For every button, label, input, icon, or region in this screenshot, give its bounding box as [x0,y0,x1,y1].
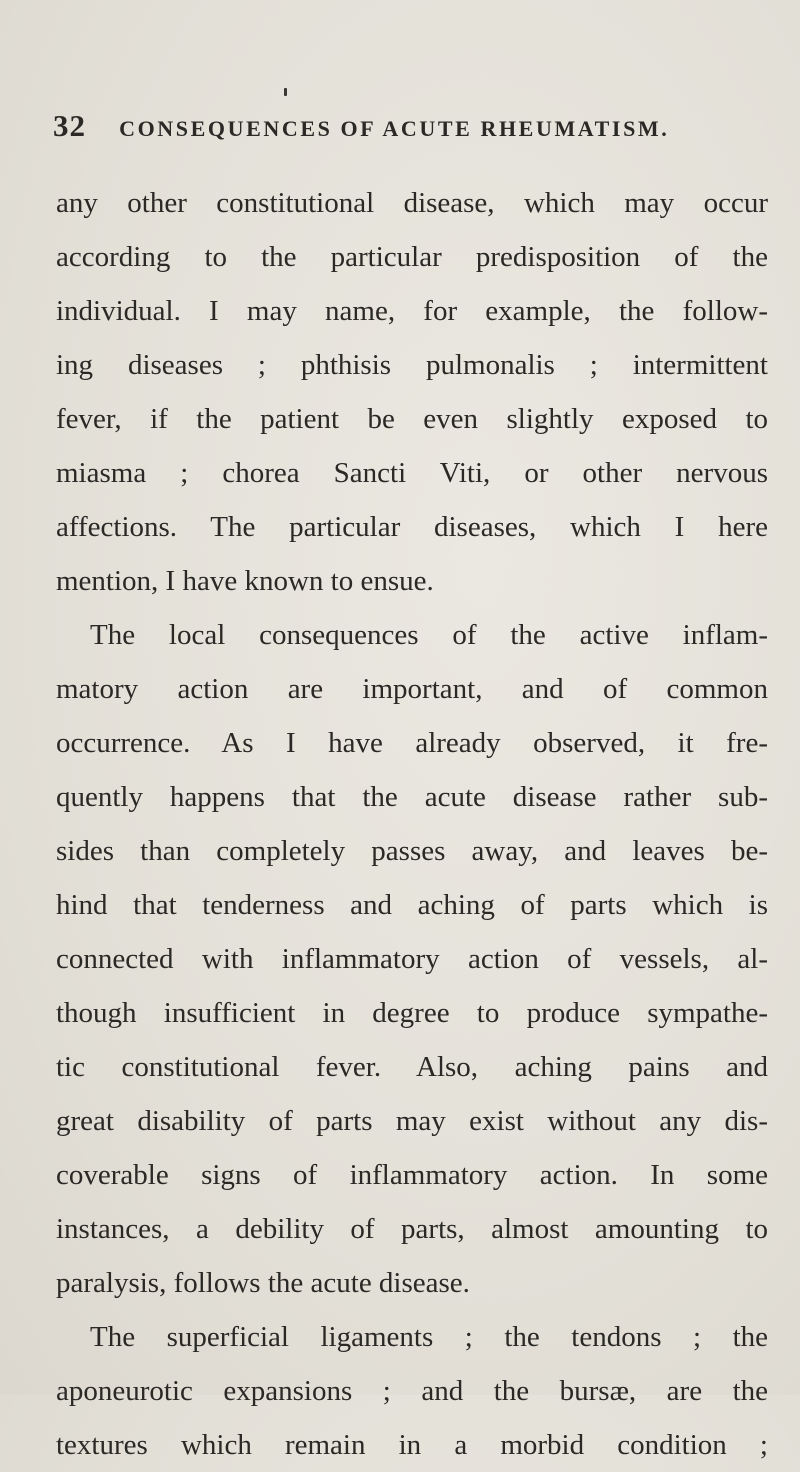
text-line: sides than completely passes away, and leaves be- [56,835,768,867]
text-line: mention, I have known to ensue. [56,565,434,597]
paragraph-first-line: The local consequences of the active inflam- [90,619,768,651]
text-line: individual. I may name, for example, the follow- [56,295,768,327]
text-line: according to the particular predisposition of the [56,241,768,273]
text-line: coverable signs of inflammatory action. In some [56,1159,768,1191]
page-header [53,108,773,148]
paragraph-first-line: The superficial ligaments ; the tendons ; the [90,1321,768,1353]
text-line: miasma ; chorea Sancti Viti, or other nervous [56,457,768,489]
text-line: quently happens that the acute disease rather sub- [56,781,768,813]
ink-speck [284,88,287,96]
text-line: matory action are important, and of common [56,673,768,705]
running-head: CONSEQUENCES OF ACUTE RHEUMATISM. [119,116,670,141]
text-line: occurrence. As I have already observed, it fre- [56,727,768,759]
text-line: fever, if the patient be even slightly exposed to [56,403,768,435]
text-line: instances, a debility of parts, almost amounting to [56,1213,768,1245]
text-line: aponeurotic expansions ; and the bursæ, are the [56,1375,768,1407]
text-line: any other constitutional disease, which may occur [56,187,768,219]
text-line: affections. The particular diseases, which I here [56,511,768,543]
text-line: tic constitutional fever. Also, aching pains and [56,1051,768,1083]
text-line: ing diseases ; phthisis pulmonalis ; intermittent [56,349,768,381]
text-line: textures which remain in a morbid condition ; [56,1429,768,1461]
text-line: connected with inflammatory action of vessels, al- [56,943,768,975]
text-line: paralysis, follows the acute disease. [56,1267,470,1299]
page-number: 32 [53,108,86,143]
text-line: though insufficient in degree to produce sympathe- [56,997,768,1029]
text-line: hind that tenderness and aching of parts which is [56,889,768,921]
body-text [56,176,768,1472]
text-line: great disability of parts may exist without any dis- [56,1105,768,1137]
